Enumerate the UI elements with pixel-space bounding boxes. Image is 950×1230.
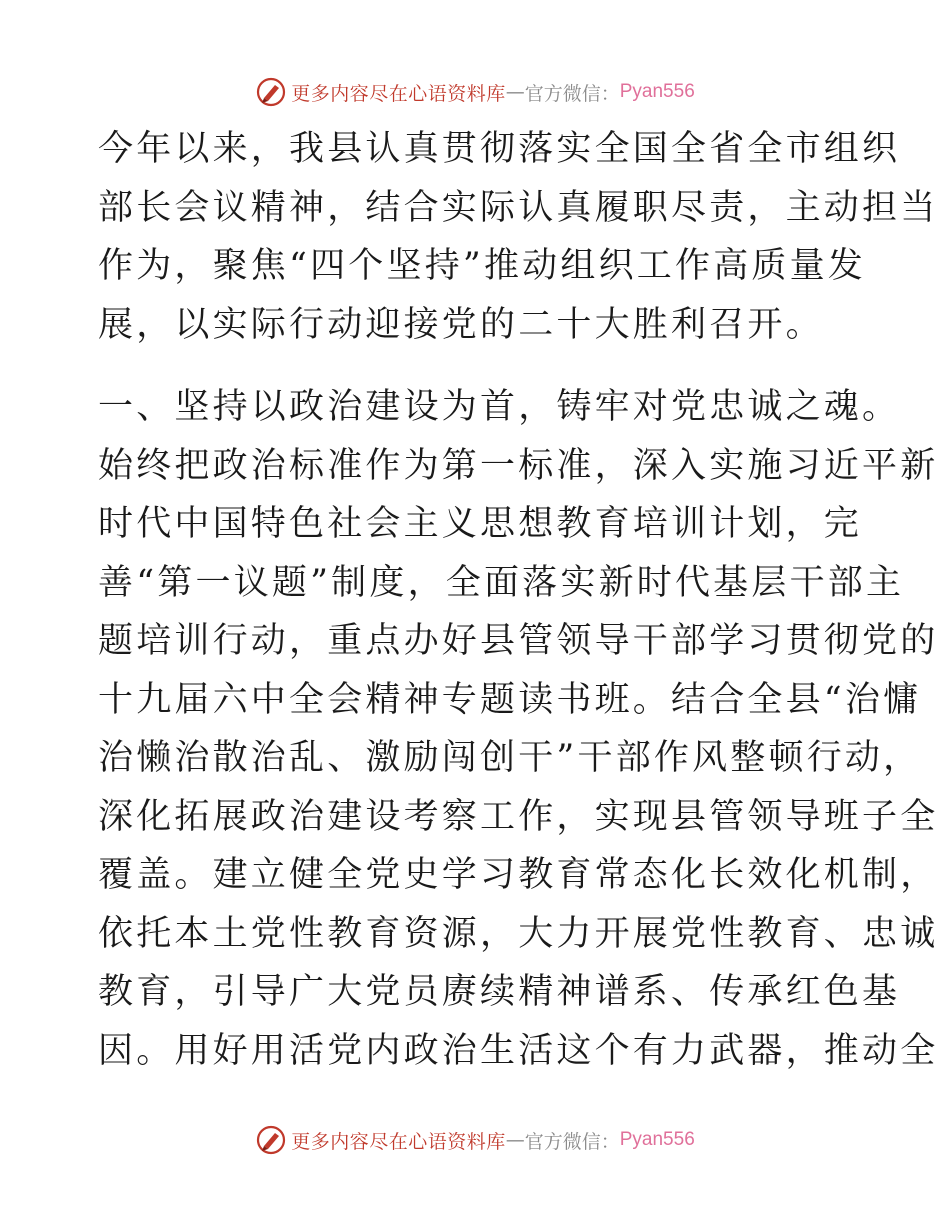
text-line: 今年以来，我县认真贯彻落实全国全省全市组织 xyxy=(98,129,901,169)
text-line: 深化拓展政治建设考察工作，实现县管领导班子全 xyxy=(98,796,939,837)
paragraph-gap xyxy=(98,354,858,378)
banner-wechat-label: 官方微信： xyxy=(524,82,620,105)
footer-watermark-banner xyxy=(0,1120,950,1160)
header-watermark-banner xyxy=(0,72,950,112)
text-line: 展，以实际行动迎接党的二十大胜利召开。 xyxy=(98,304,824,345)
banner-dash: — xyxy=(505,81,525,103)
text-line: 教育，引导广大党员赓续精神谱系、传承红色基 xyxy=(98,972,901,1012)
banner-site-text: 更多内容尽在心语资料库 xyxy=(291,1130,506,1153)
text-line: 善“第一议题”制度，全面落实新时代基层干部主 xyxy=(98,562,905,603)
banner-site-text: 更多内容尽在心语资料库 xyxy=(291,82,506,105)
banner-dash: — xyxy=(505,1129,525,1151)
text-line: 治懒治散治乱、激励闯创干”干部作风整顿行动， xyxy=(98,738,922,778)
banner-wechat-id: Pyan556 xyxy=(619,1129,695,1150)
document-body xyxy=(98,120,939,1080)
text-line: 部长会议精神，结合实际认真履职尽责，主动担当 xyxy=(98,187,939,228)
section-heading-line: 一、坚持以政治建设为首，铸牢对党忠诚之魂。 xyxy=(98,387,901,427)
text-line: 依托本土党性教育资源，大力开展党性教育、忠诚 xyxy=(98,913,939,954)
text-line: 时代中国特色社会主义思想教育培训计划，完 xyxy=(98,504,863,544)
text-line: 始终把政治标准作为第一标准，深入实施习近平新 xyxy=(98,445,939,486)
text-line: 覆盖。建立健全党史学习教育常态化长效化机制， xyxy=(98,855,939,895)
pen-seal-logo-icon xyxy=(255,76,287,108)
banner-wechat-id: Pyan556 xyxy=(619,81,695,102)
paragraph-intro xyxy=(98,120,939,354)
text-line: 作为，聚焦“四个坚持”推动组织工作高质量发 xyxy=(98,246,866,286)
text-line: 因。用好用活党内政治生活这个有力武器，推动全 xyxy=(98,1030,939,1071)
text-line: 题培训行动，重点办好县管领导干部学习贯彻党的 xyxy=(98,621,939,661)
banner-wechat-label: 官方微信： xyxy=(524,1130,620,1153)
pen-seal-logo-icon xyxy=(255,1124,287,1156)
paragraph-section-one xyxy=(98,378,939,1080)
text-line: 十九届六中全会精神专题读书班。结合全县“治慵 xyxy=(98,679,922,720)
